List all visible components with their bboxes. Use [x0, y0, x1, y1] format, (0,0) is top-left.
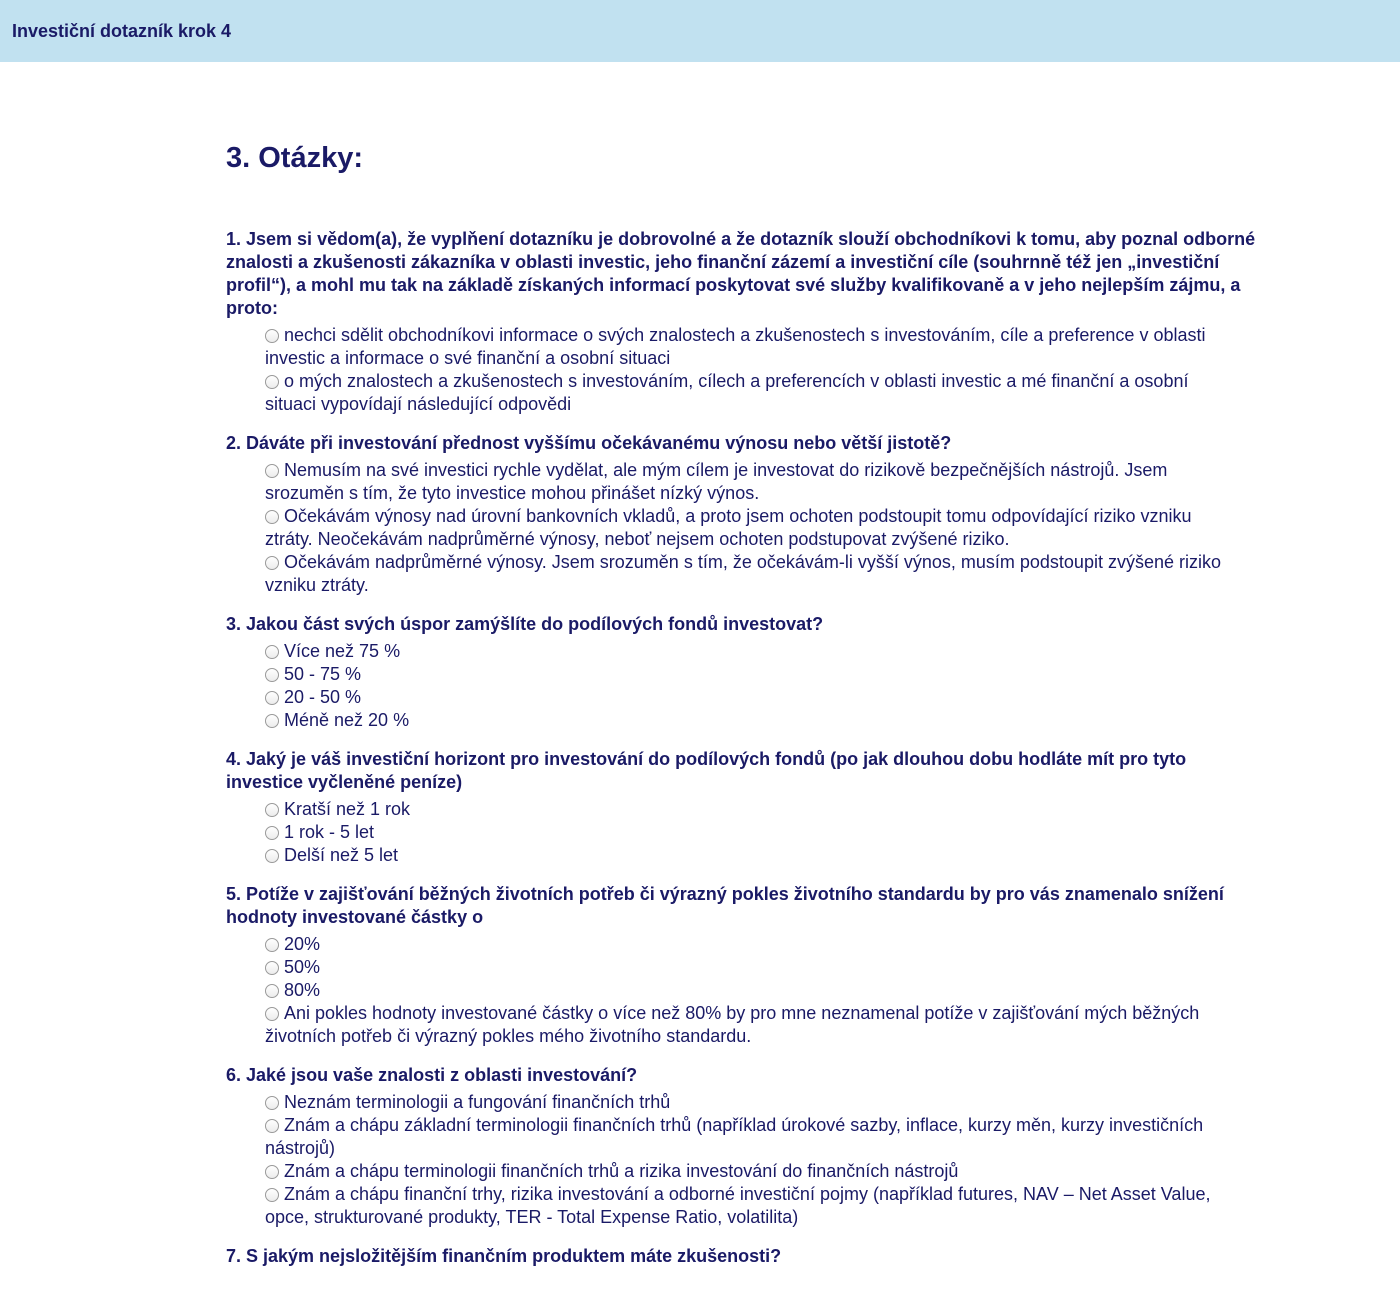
radio-button[interactable] — [265, 961, 279, 975]
answer-option[interactable] — [265, 551, 1240, 597]
question-2 — [226, 432, 1256, 597]
top-header-bar — [0, 0, 1400, 62]
answer-option-label: 50 - 75 % — [284, 664, 362, 684]
answer-options — [265, 1091, 1240, 1229]
radio-button[interactable] — [265, 938, 279, 952]
answer-option-label: 50% — [284, 957, 321, 977]
question-text: 3. Jakou část svých úspor zamýšlíte do podílových fondů investovat? — [226, 614, 824, 634]
radio-button[interactable] — [265, 1188, 279, 1202]
radio-button[interactable] — [265, 645, 279, 659]
question-list — [226, 228, 1256, 1268]
answer-option-label: Znám a chápu terminologii finančních trhů a rizika investování do finančních nástrojů — [284, 1161, 959, 1181]
answer-option-label: o mých znalostech a zkušenostech s investováním, cílech a preferencích v oblasti investic a mé finanční a osobní situaci vypovídají následující odpovědi — [265, 371, 1189, 414]
answer-option[interactable] — [265, 821, 1240, 844]
answer-option[interactable] — [265, 1183, 1240, 1229]
answer-option[interactable] — [265, 686, 1240, 709]
answer-option-label: 20 - 50 % — [284, 687, 362, 707]
radio-button[interactable] — [265, 1119, 279, 1133]
answer-option-label: Kratší než 1 rok — [284, 799, 411, 819]
radio-button[interactable] — [265, 984, 279, 998]
radio-button[interactable] — [265, 375, 279, 389]
question-text: 7. S jakým nejsložitějším finančním produktem máte zkušenosti? — [226, 1246, 782, 1266]
question-text: 5. Potíže v zajišťování běžných životních potřeb či výrazný pokles životního standardu by pro vás znamenalo snížení hodnoty investované částky o — [226, 884, 1224, 927]
answer-options — [265, 798, 1240, 867]
answer-option-label: Znám a chápu finanční trhy, rizika investování a odborné investiční pojmy (například futures, NAV – Net Asset Value, opce, strukturované produkty, TER - Total Expense Ratio, volatilita) — [265, 1184, 1211, 1227]
radio-button[interactable] — [265, 1007, 279, 1021]
answer-option[interactable] — [265, 1114, 1240, 1160]
answer-option[interactable] — [265, 709, 1240, 732]
question-4 — [226, 748, 1256, 867]
section-title: 3. Otázky: — [226, 142, 363, 174]
answer-option-label: Očekávám výnosy nad úrovní bankovních vkladů, a proto jsem ochoten podstoupit tomu odpovídající riziko vzniku ztráty. Neočekávám nadprůměrné výnosy, neboť nejsem ochoten podstupovat zvýšené riziko. — [265, 506, 1192, 549]
answer-option[interactable] — [265, 844, 1240, 867]
answer-option-label: Znám a chápu základní terminologii finančních trhů (například úrokové sazby, inflace, kurzy měn, kurzy investičních nástrojů) — [265, 1115, 1204, 1158]
answer-option-label: Delší než 5 let — [284, 845, 399, 865]
question-1 — [226, 228, 1256, 416]
radio-button[interactable] — [265, 668, 279, 682]
answer-options — [265, 933, 1240, 1048]
radio-button[interactable] — [265, 826, 279, 840]
radio-button[interactable] — [265, 1096, 279, 1110]
answer-option[interactable] — [265, 370, 1240, 416]
radio-button[interactable] — [265, 849, 279, 863]
radio-button[interactable] — [265, 803, 279, 817]
radio-button[interactable] — [265, 329, 279, 343]
radio-button[interactable] — [265, 691, 279, 705]
answer-option[interactable] — [265, 663, 1240, 686]
answer-options — [265, 640, 1240, 732]
answer-option[interactable] — [265, 640, 1240, 663]
answer-option-label: Méně než 20 % — [284, 710, 410, 730]
answer-option-label: Ani pokles hodnoty investované částky o více než 80% by pro mne neznamenal potíže v zajišťování mých běžných životních potřeb či výrazný pokles mého životního standardu. — [265, 1003, 1200, 1046]
question-text: 4. Jaký je váš investiční horizont pro investování do podílových fondů (po jak dlouhou dobu hodláte mít pro tyto investice vyčleněné peníze) — [226, 749, 1187, 792]
answer-option[interactable] — [265, 1160, 1240, 1183]
answer-option-label: Neznám terminologii a fungování finančních trhů — [284, 1092, 671, 1112]
answer-option-label: 20% — [284, 934, 321, 954]
answer-option-label: 1 rok - 5 let — [284, 822, 375, 842]
answer-option[interactable] — [265, 956, 1240, 979]
answer-option-label: Více než 75 % — [284, 641, 401, 661]
questionnaire-content — [226, 138, 1256, 1284]
radio-button[interactable] — [265, 510, 279, 524]
header-title: Investiční dotazník krok 4 — [12, 21, 232, 41]
radio-button[interactable] — [265, 1165, 279, 1179]
answer-option-label: Očekávám nadprůměrné výnosy. Jsem srozuměn s tím, že očekávám-li vyšší výnos, musím podstoupit zvýšené riziko vzniku ztráty. — [265, 552, 1221, 595]
question-6 — [226, 1064, 1256, 1229]
answer-options — [265, 459, 1240, 597]
question-5 — [226, 883, 1256, 1048]
answer-option[interactable] — [265, 1002, 1240, 1048]
question-text: 1. Jsem si vědom(a), že vyplňení dotazníku je dobrovolné a že dotazník slouží obchodníkovi k tomu, aby poznal odborné znalosti a zkušenosti zákazníka v oblasti investic, jeho finanční zázemí a investiční cíle (souhrnně též jen „investiční profil“), a mohl mu tak na základě získaných informací poskytovat své služby kvalifikovaně a v jeho nejlepším zájmu, a proto: — [226, 229, 1256, 318]
radio-button[interactable] — [265, 464, 279, 478]
answer-option[interactable] — [265, 505, 1240, 551]
answer-option[interactable] — [265, 933, 1240, 956]
answer-option-label: Nemusím na své investici rychle vydělat, ale mým cílem je investovat do rizikově bezpečnějších nástrojů. Jsem srozuměn s tím, že tyto investice mohou přinášet nízký výnos. — [265, 460, 1168, 503]
answer-options — [265, 324, 1240, 416]
answer-option[interactable] — [265, 1091, 1240, 1114]
answer-option[interactable] — [265, 798, 1240, 821]
answer-option[interactable] — [265, 979, 1240, 1002]
radio-button[interactable] — [265, 556, 279, 570]
question-text: 6. Jaké jsou vaše znalosti z oblasti investování? — [226, 1065, 638, 1085]
question-text: 2. Dáváte při investování přednost vyššímu očekávanému výnosu nebo větší jistotě? — [226, 433, 952, 453]
answer-option[interactable] — [265, 459, 1240, 505]
question-7 — [226, 1245, 1256, 1268]
question-3 — [226, 613, 1256, 732]
answer-option[interactable] — [265, 324, 1240, 370]
answer-option-label: nechci sdělit obchodníkovi informace o svých znalostech a zkušenostech s investováním, cíle a preference v oblasti investic a informace o své finanční a osobní situaci — [265, 325, 1206, 368]
answer-option-label: 80% — [284, 980, 321, 1000]
radio-button[interactable] — [265, 714, 279, 728]
